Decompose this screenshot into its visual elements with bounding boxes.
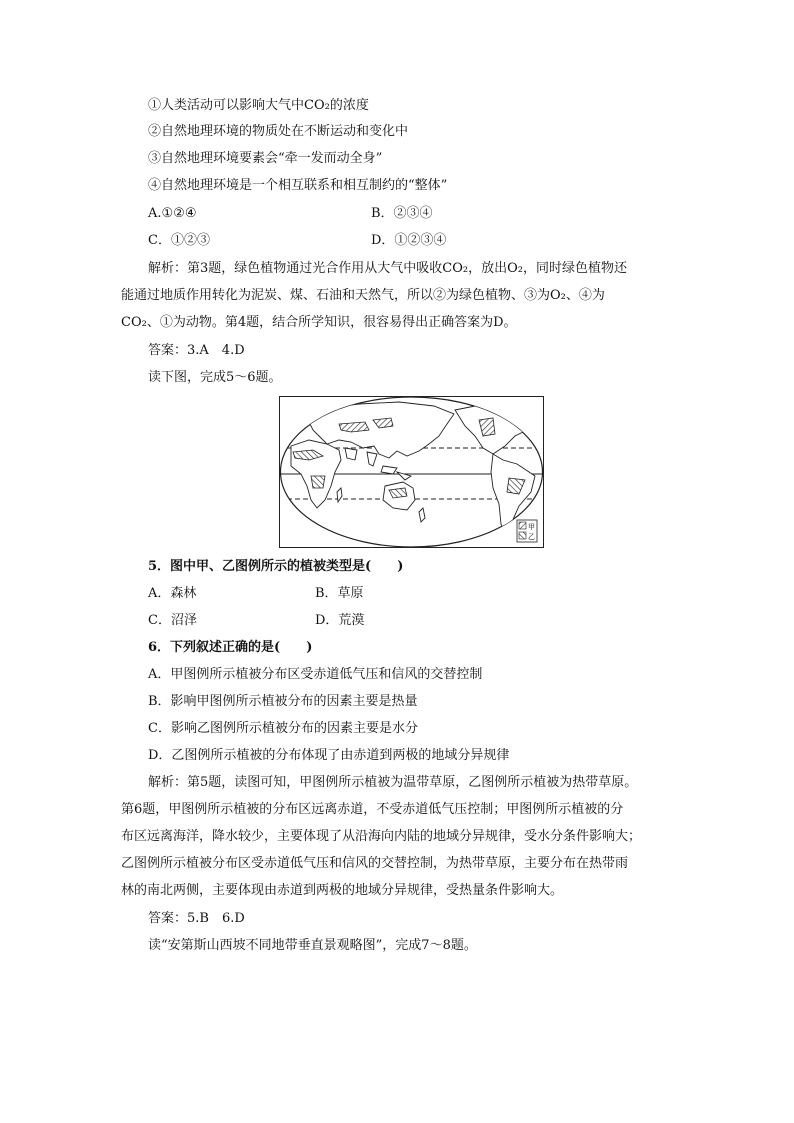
world-vegetation-map — [279, 396, 544, 548]
q5-stem: 5．图中甲、乙图例所示的植被类型是( ) — [148, 559, 404, 574]
analysis-line-2: 能通过地质作用转化为泥炭、煤、石油和天然气，所以②为绿色植物、③为O₂、④为 — [121, 288, 605, 303]
option-a: A.①②④ — [148, 206, 197, 221]
option-d: D．①②③④ — [371, 233, 447, 248]
statement-4: ④自然地理环境是一个相互联系和相互制约的“整体” — [148, 178, 448, 193]
option-b: B．②③④ — [371, 206, 433, 221]
q56-analysis-line-2: 第6题，甲图例所示植被的分布区远离赤道，不受赤道低气压控制；甲图例所示植被的分 — [121, 802, 624, 817]
q6-stem: 6．下列叙述正确的是( ) — [148, 640, 313, 655]
q5-option-b: B．草原 — [315, 586, 364, 601]
q56-analysis-line-5: 林的南北两侧，主要体现由赤道到两极的地域分异规律，受热量条件影响大。 — [121, 883, 564, 898]
q5-option-d: D．荒漠 — [315, 613, 365, 628]
answer-56: 答案：5.B 6.D — [148, 911, 245, 926]
analysis-line-3: CO₂、①为动物。第4题，结合所学知识，很容易得出正确答案为D。 — [121, 315, 517, 330]
q5-option-a: A．森林 — [148, 586, 197, 601]
q56-analysis-line-4: 乙图例所示植被分布区受赤道低气压和信风的交替控制，为热带草原，主要分布在热带雨 — [121, 856, 629, 871]
q6-option-c: C．影响乙图例所示植被分布的因素主要是水分 — [148, 721, 418, 736]
answer-34: 答案：3.A 4.D — [148, 343, 245, 358]
q5-option-c: C．沼泽 — [148, 613, 197, 628]
q56-analysis-line-3: 布区远离海洋，降水较少，主要体现了从沿海向内陆的地域分异规律，受水分条件影响大； — [121, 829, 642, 844]
statement-1: ①人类活动可以影响大气中CO₂的浓度 — [148, 98, 369, 113]
map-intro: 读下图，完成5～6题。 — [148, 370, 282, 385]
q6-option-a: A．甲图例所示植被分布区受赤道低气压和信风的交替控制 — [148, 667, 483, 682]
q6-option-d: D．乙图例所示植被的分布体现了由赤道到两极的地域分异规律 — [148, 748, 510, 763]
next-intro: 读“安第斯山西坡不同地带垂直景观略图”，完成7～8题。 — [148, 938, 477, 953]
legend-yi: 乙 — [528, 533, 535, 541]
statement-2: ②自然地理环境的物质处在不断运动和变化中 — [148, 124, 409, 139]
q56-analysis-line-1: 解析：第5题，读图可知，甲图例所示植被为温带草原，乙图例所示植被为热带草原。 — [148, 775, 638, 790]
q6-option-b: B．影响甲图例所示植被分布的因素主要是热量 — [148, 694, 418, 709]
analysis-line-1: 解析：第3题，绿色植物通过光合作用从大气中吸收CO₂，放出O₂，同时绿色植物还 — [148, 261, 627, 276]
statement-3: ③自然地理环境要素会“牵一发而动全身” — [148, 151, 383, 166]
option-c: C．①②③ — [148, 233, 210, 248]
legend-jia: 甲 — [528, 523, 535, 531]
map-legend — [517, 520, 537, 542]
